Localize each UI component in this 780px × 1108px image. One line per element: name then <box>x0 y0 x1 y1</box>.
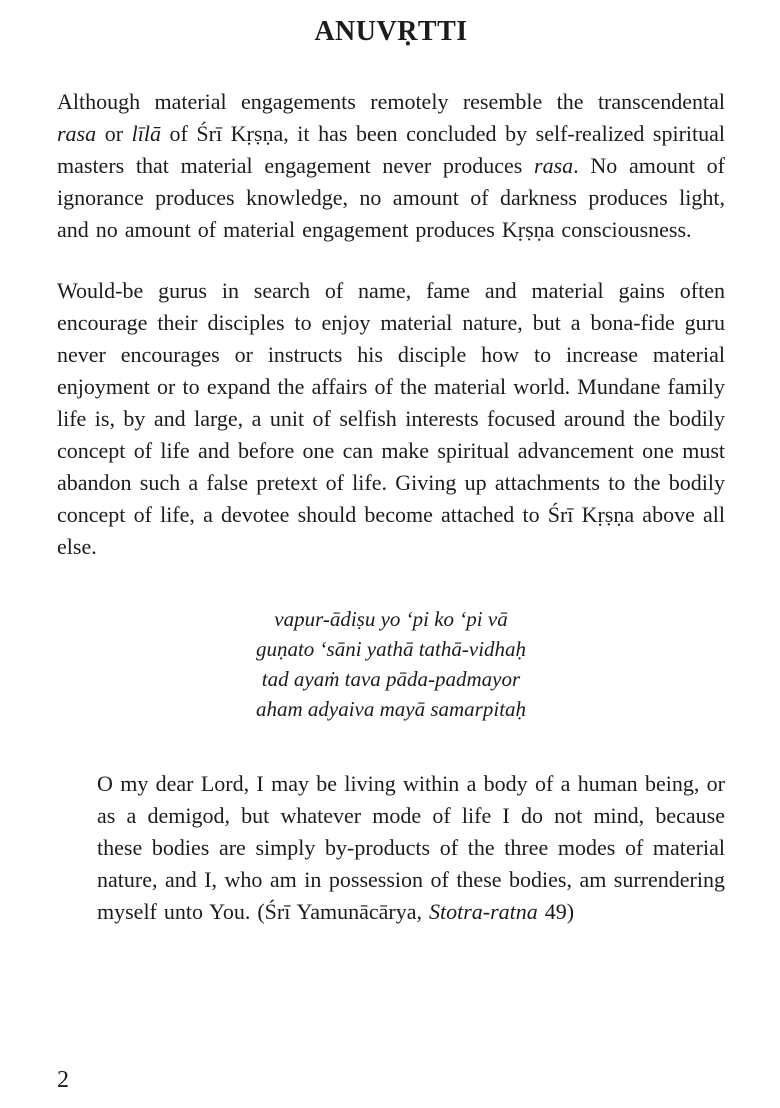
italic-text-run: rasa <box>57 121 97 146</box>
text-run: Would-be gurus in search of name, fame and material gains often encourage their disciples to enjoy material nature, but a bona-fide guru never encourages or instructs his disciple how to increase material enjoyment or to expand the affairs of the material world. Mundane family life is, by and large, a unit of selfish interests focused around the bodily concept of life and before one can make spiritual advancement one must abandon such a false pretext of life. Giving up attachments to the bodily concept of life, a devotee should become attached to Śrī Kṛṣṇa above all else. <box>57 278 725 559</box>
verse-line: tad ayaṁ tava pāda-padmayor <box>261 667 521 691</box>
page-title: ANUVṚTTI <box>314 16 468 47</box>
italic-text-run: Stotra-ratna <box>429 899 538 924</box>
text-run: Although material engagements remotely resemble the transcendental <box>57 89 725 114</box>
page-content <box>57 86 725 928</box>
text-run: . No amount of ignorance produces knowledge, no amount of darkness produces light, and no amount of material engagement produces Kṛṣṇa consciousness. <box>57 153 725 242</box>
body-paragraph <box>57 275 725 563</box>
text-run: of Śrī Kṛṣṇa, it has been concluded by self-realized spiritual masters that material engagement never produces <box>57 121 726 178</box>
text-run: 49) <box>537 899 575 924</box>
body-paragraph <box>57 86 725 246</box>
verse-line: vapur-ādiṣu yo ‘pi ko ‘pi vā <box>274 607 508 631</box>
verse-line: guṇato ‘sāni yathā tathā-vidhaḥ <box>255 637 527 661</box>
page-number: 2 <box>57 1067 69 1093</box>
sanskrit-verse <box>57 604 725 724</box>
italic-text-run: rasa <box>534 153 574 178</box>
text-run: or <box>96 121 132 146</box>
translation-paragraph <box>97 768 725 928</box>
text-run: O my dear Lord, I may be living within a body of a human being, or as a demigod, but whatever mode of life I do not mind, because these bodies are simply by-products of the three modes of material nature, and I, who am in possession of these bodies, am surrendering myself unto You. (Śrī Yamunācārya, <box>97 771 725 924</box>
italic-text-run: līlā <box>131 121 161 146</box>
verse-line: aham adyaiva mayā samarpitaḥ <box>255 697 527 721</box>
